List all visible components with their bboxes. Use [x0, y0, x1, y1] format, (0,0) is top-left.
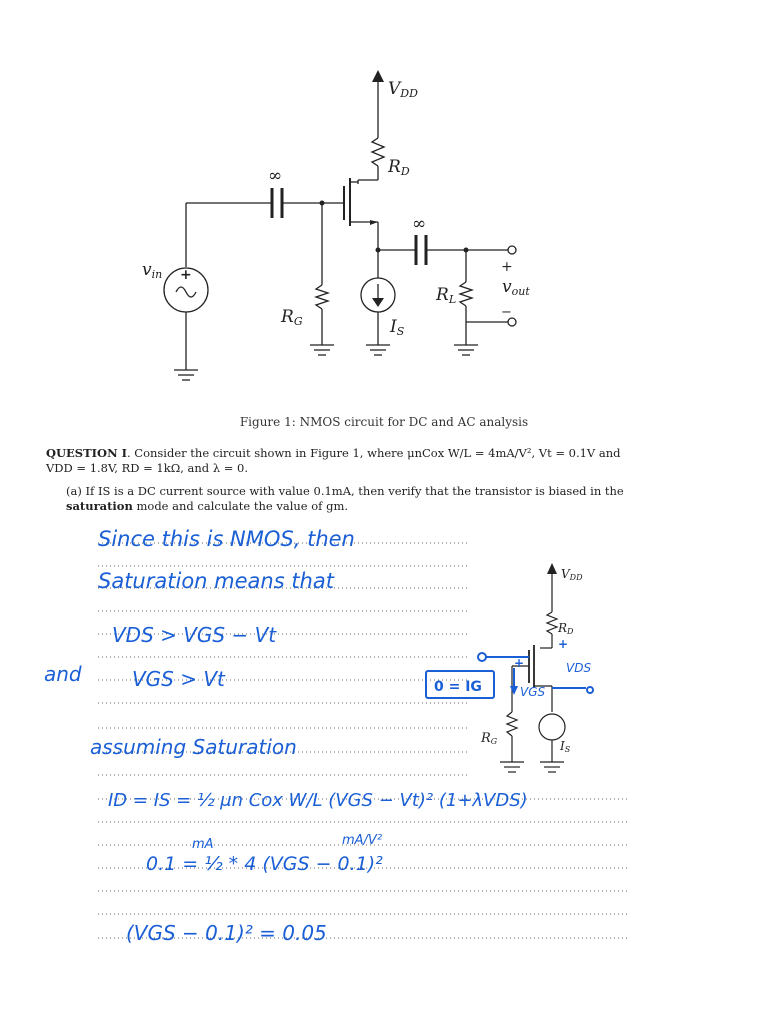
sketch-rg-label: RG: [481, 731, 498, 746]
sketch-vdd-label: VDD: [561, 567, 583, 582]
handwritten-line-3: VDS > VGS − Vt: [112, 623, 277, 647]
handwritten-line-8: (VGS − 0.1)² = 0.05: [126, 921, 327, 945]
handwritten-plus: +: [514, 656, 525, 670]
handwritten-vds: VDS: [566, 661, 592, 675]
handwritten-and: and: [44, 662, 82, 686]
handwritten-line-4: VGS > Vt: [132, 667, 225, 691]
vdd-label: VDD: [388, 79, 418, 100]
sketch-rd-label: RD: [558, 621, 574, 636]
vout-label: vout: [502, 277, 530, 298]
vout-plus-sign: +: [501, 259, 513, 275]
handwritten-vgs: VGS: [520, 685, 546, 699]
handwritten-units-ma: mA: [192, 837, 214, 852]
rd-label: RD: [388, 157, 410, 178]
figure-caption: Figure 1: NMOS circuit for DC and AC analysis: [239, 415, 529, 429]
handwritten-line-6: ID = IS = ½ μn Cox W/L (VGS − Vt)² (1+λVDS): [108, 790, 528, 811]
is-label: IS: [390, 317, 405, 338]
infinity-label: ∞: [412, 214, 427, 234]
sketch-is-label: IS: [560, 739, 571, 754]
handwritten-line-7: 0.1 = ½ * 4 (VGS − 0.1)²: [146, 853, 383, 875]
source-plus-sign: +: [180, 267, 192, 283]
question-heading: QUESTION I: [46, 446, 127, 460]
question-intro: QUESTION I. Consider the circuit shown in Figure 1, where μnCox W/L = 4mA/V², Vt = 0.1V and VDD = 1.8V, RD = 1kΩ, and λ = 0.: [46, 446, 621, 475]
question-part-a: (a) If IS is a DC current source with value 0.1mA, then verify that the transistor is biased in the saturation mode and calculate the value of gm.: [66, 484, 624, 513]
handwritten-box: 0 = IG: [434, 679, 482, 695]
rl-label: RL: [436, 285, 457, 306]
vout-minus-sign: −: [501, 305, 512, 320]
handwritten-plus: +: [558, 637, 569, 651]
handwritten-line-1: Since this is NMOS, then: [98, 527, 355, 551]
rg-label: RG: [281, 307, 303, 328]
handwritten-line-5: assuming Saturation: [90, 735, 297, 759]
infinity-label: ∞: [268, 166, 283, 186]
vin-label: vin: [142, 260, 163, 281]
handwritten-units-ma-v2: mA/V²: [342, 833, 383, 848]
handwritten-line-2: Saturation means that: [98, 569, 334, 593]
